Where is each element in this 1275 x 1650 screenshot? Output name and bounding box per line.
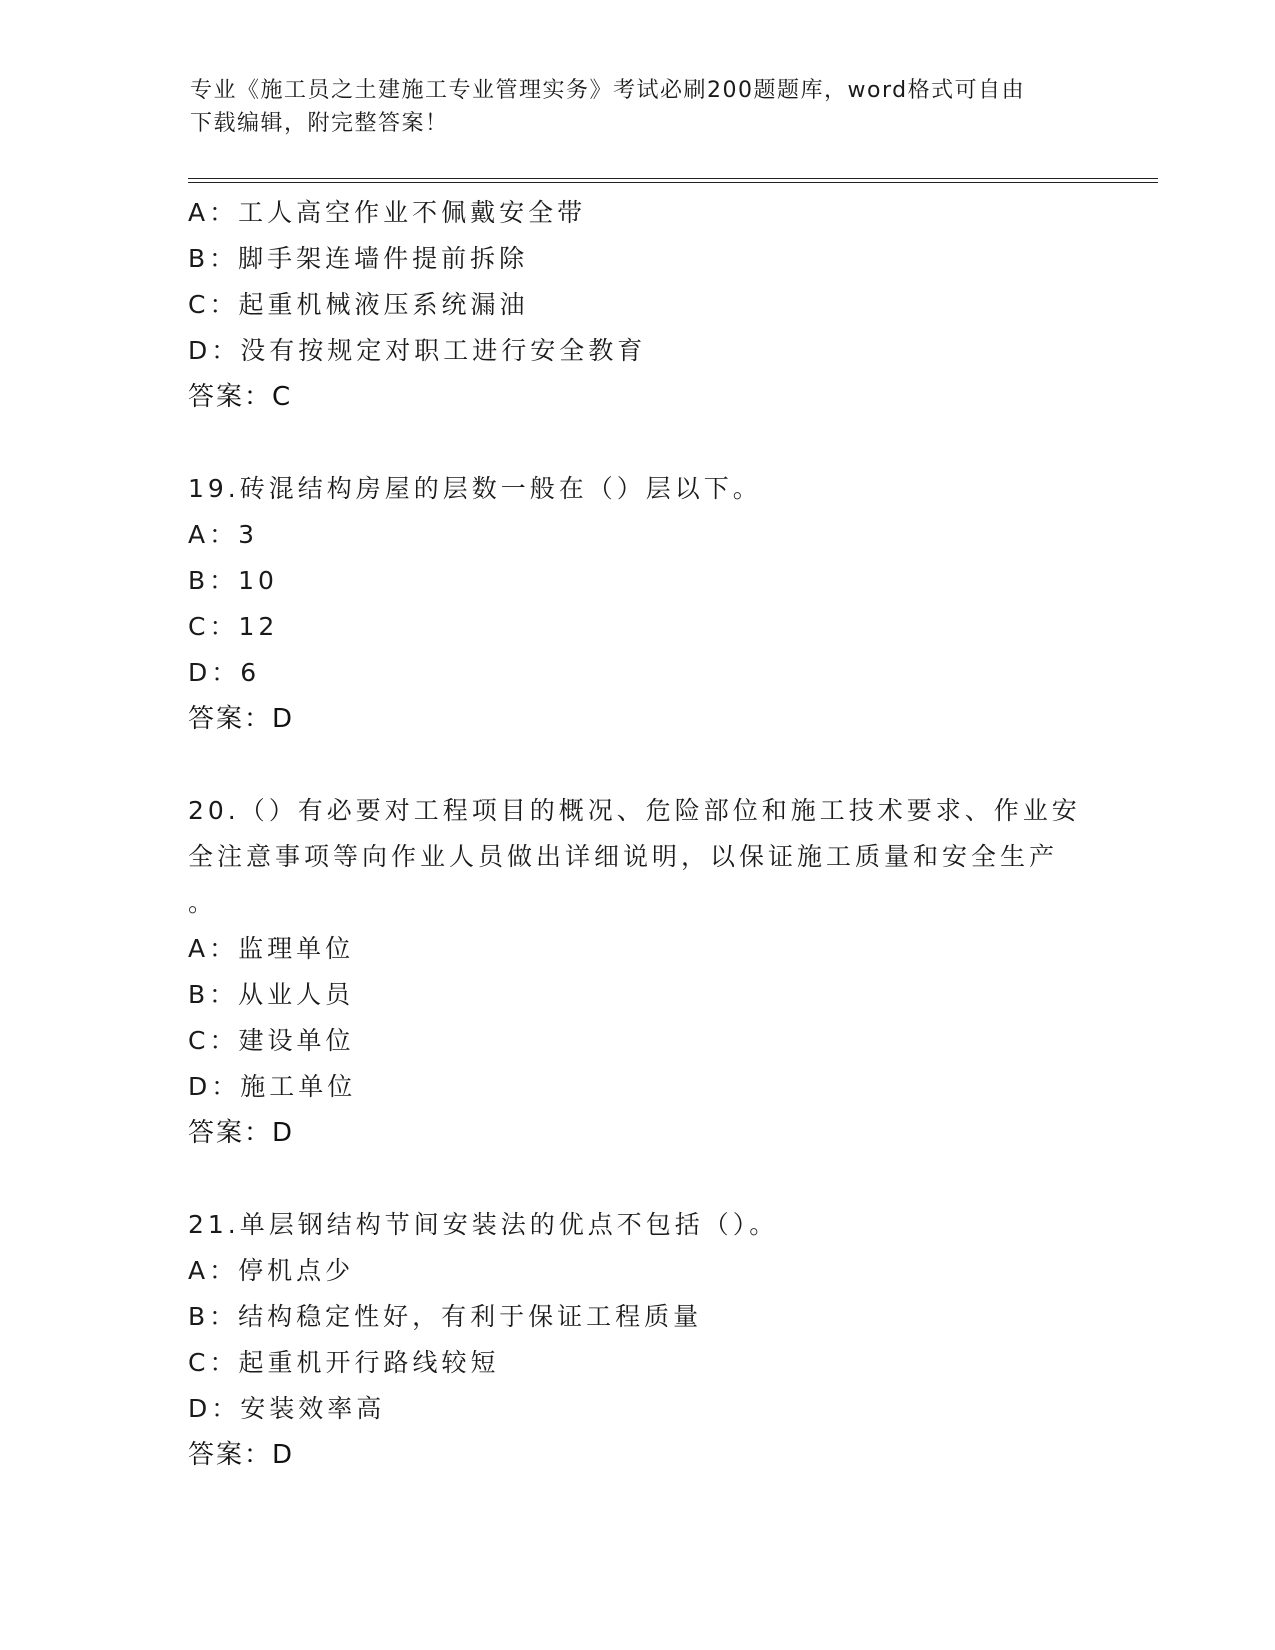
option-a: A：3 (188, 520, 259, 549)
question-content (188, 190, 1088, 1478)
spacer (188, 420, 1088, 466)
question-text: 21.单层钢结构节间安装法的优点不包括（）。 (188, 1210, 779, 1239)
option-a: A：工人高空作业不佩戴安全带 (188, 198, 587, 227)
option-d: D：6 (188, 658, 261, 687)
document-header (190, 74, 1090, 140)
answer-line: 答案：C (188, 382, 293, 412)
question-block-18 (188, 190, 1088, 420)
spacer (188, 1156, 1088, 1202)
question-block-21 (188, 1202, 1088, 1478)
option-c: C：起重机械液压系统漏油 (188, 290, 529, 319)
option-b: B：10 (188, 566, 278, 595)
option-b: B：脚手架连墙件提前拆除 (188, 244, 529, 273)
option-a: A：监理单位 (188, 934, 355, 963)
option-d: D：安装效率高 (188, 1394, 386, 1423)
option-a: A：停机点少 (188, 1256, 355, 1285)
option-c: C：建设单位 (188, 1026, 355, 1055)
question-text-line-1: 20.（）有必要对工程项目的概况、危险部位和施工技术要求、作业安 (188, 796, 1081, 825)
question-block-19 (188, 466, 1088, 742)
option-b: B：从业人员 (188, 980, 355, 1009)
header-title-line-1: 专业《施工员之土建施工专业管理实务》考试必刷200题题库，word格式可自由 (190, 78, 1026, 103)
spacer (188, 742, 1088, 788)
question-text-line-2: 全注意事项等向作业人员做出详细说明，以保证施工质量和安全生产 (188, 842, 1059, 871)
question-block-20 (188, 788, 1088, 1156)
option-c: C：12 (188, 612, 279, 641)
question-text: 19.砖混结构房屋的层数一般在（）层以下。 (188, 474, 762, 503)
option-d: D：施工单位 (188, 1072, 357, 1101)
option-c: C：起重机开行路线较短 (188, 1348, 500, 1377)
option-b: B：结构稳定性好，有利于保证工程质量 (188, 1302, 703, 1331)
answer-line: 答案：D (188, 1118, 295, 1148)
option-d: D：没有按规定对职工进行安全教育 (188, 336, 647, 365)
header-divider (188, 178, 1158, 183)
answer-line: 答案：D (188, 1440, 295, 1470)
header-title-line-2: 下载编辑，附完整答案！ (190, 111, 449, 136)
answer-line: 答案：D (188, 704, 295, 734)
question-text-line-3: 。 (188, 888, 218, 917)
